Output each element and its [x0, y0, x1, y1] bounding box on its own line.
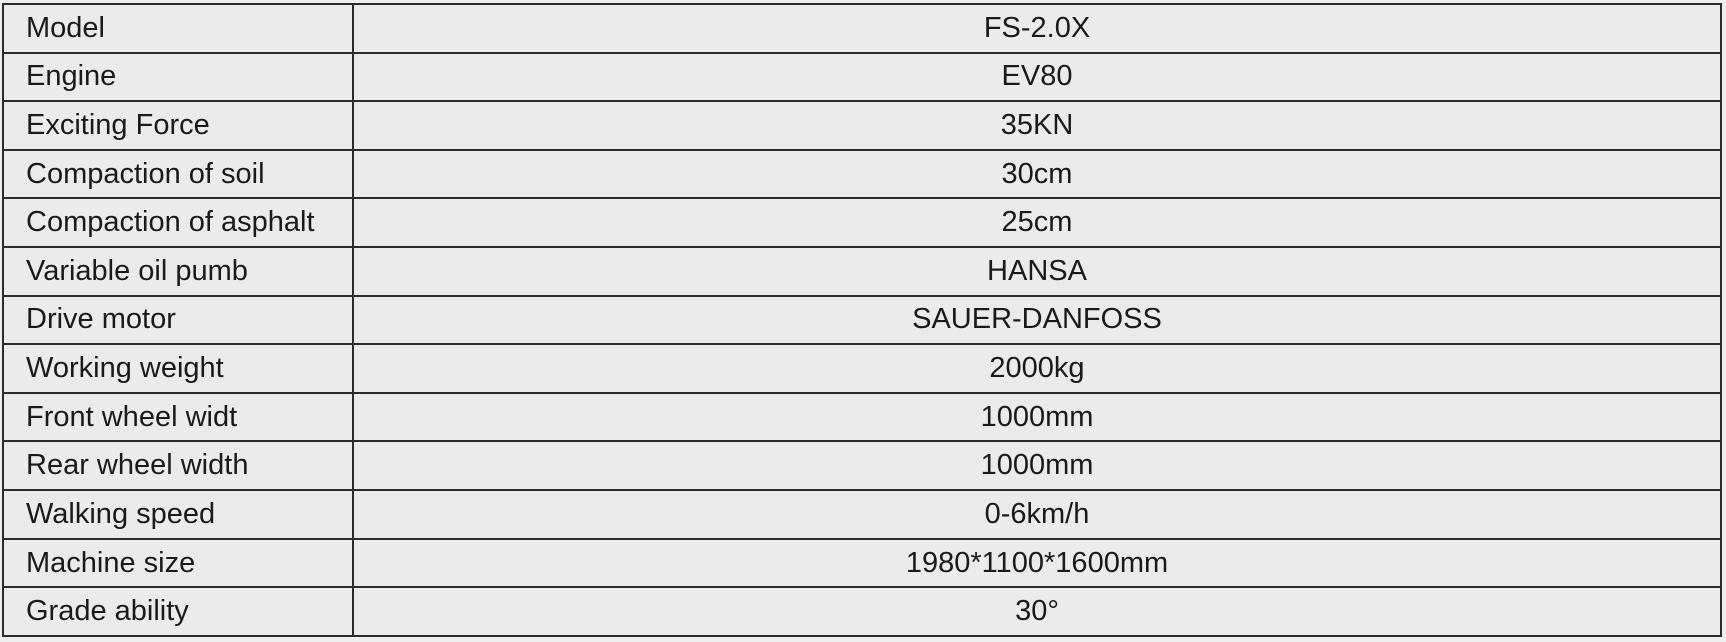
table-row-rear-wheel: [3, 441, 1721, 490]
row-label: Working weight: [3, 344, 353, 393]
table-row-walking-speed: [3, 490, 1721, 539]
row-label: Rear wheel width: [3, 441, 353, 490]
row-label: Machine size: [3, 539, 353, 588]
spec-table-body: [3, 4, 1721, 636]
table-row-working-weight: [3, 344, 1721, 393]
row-value: 35KN: [353, 101, 1721, 150]
row-label: Drive motor: [3, 296, 353, 345]
row-label: Grade ability: [3, 587, 353, 636]
table-row-model: [3, 4, 1721, 53]
row-label: Compaction of asphalt: [3, 198, 353, 247]
row-value: 1980*1100*1600mm: [353, 539, 1721, 588]
row-label: Exciting Force: [3, 101, 353, 150]
row-label: Model: [3, 4, 353, 53]
row-value: 30°: [353, 587, 1721, 636]
table-row-drive-motor: [3, 296, 1721, 345]
row-value: 0-6km/h: [353, 490, 1721, 539]
row-label: Engine: [3, 53, 353, 102]
row-value: SAUER-DANFOSS: [353, 296, 1721, 345]
row-label: Front wheel widt: [3, 393, 353, 442]
table-row-front-wheel: [3, 393, 1721, 442]
row-value: EV80: [353, 53, 1721, 102]
row-value: 30cm: [353, 150, 1721, 199]
table-row-machine-size: [3, 539, 1721, 588]
table-row-compaction-soil: [3, 150, 1721, 199]
table-row-engine: [3, 53, 1721, 102]
row-value: 1000mm: [353, 393, 1721, 442]
spec-table: [2, 3, 1722, 637]
table-row-oil-pump: [3, 247, 1721, 296]
table-row-grade-ability: [3, 587, 1721, 636]
row-value: HANSA: [353, 247, 1721, 296]
row-value: 1000mm: [353, 441, 1721, 490]
row-label: Variable oil pumb: [3, 247, 353, 296]
row-value: 25cm: [353, 198, 1721, 247]
row-label: Walking speed: [3, 490, 353, 539]
table-row-exciting-force: [3, 101, 1721, 150]
row-label: Compaction of soil: [3, 150, 353, 199]
row-value: FS-2.0X: [353, 4, 1721, 53]
table-row-compaction-asphalt: [3, 198, 1721, 247]
row-value: 2000kg: [353, 344, 1721, 393]
